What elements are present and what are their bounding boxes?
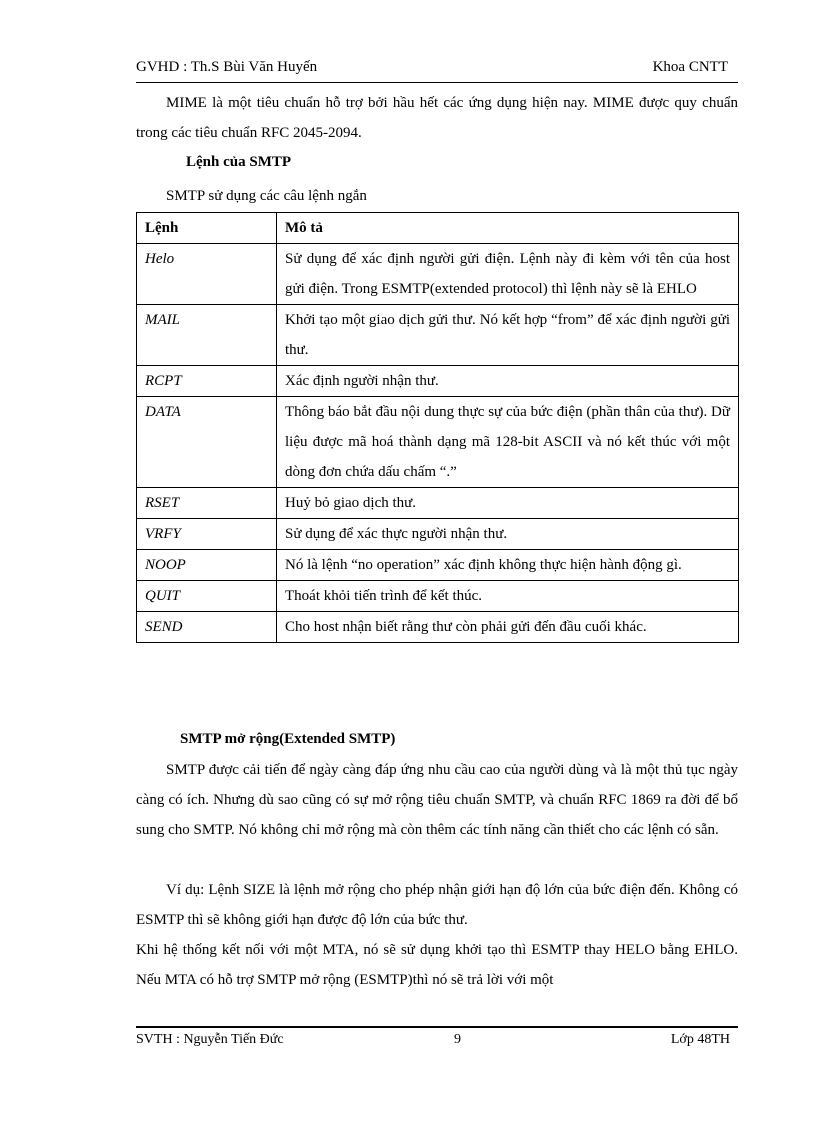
table-row <box>137 612 739 643</box>
table-header-row <box>137 213 739 244</box>
esmtp-paragraph-2: Ví dụ: Lệnh SIZE là lệnh mở rộng cho phép nhận giới hạn độ lớn của bức điện đến. Không có ESMTP thì sẽ không giới hạn được độ lớn của bức thư. <box>136 882 738 928</box>
description-cell: Sử dụng để xác định người gửi điện. Lệnh này đi kèm với tên của host gửi điện. Trong ESMTP(extended protocol) thì lệnh này sẽ là EHLO <box>277 244 739 305</box>
footer-page-number: 9 <box>454 1032 461 1047</box>
footer-class: Lớp 48TH <box>670 1032 730 1047</box>
column-header-command: Lệnh <box>137 213 277 244</box>
esmtp-paragraph-3: Khi hệ thống kết nối với một MTA, nó sẽ sử dụng khởi tạo thì ESMTP thay HELO bằng EHLO. Nếu MTA có hỗ trợ SMTP mở rộng (ESMTP)thì nó sẽ trả lời với một <box>136 942 738 988</box>
section-title-extended-smtp: SMTP mở rộng(Extended SMTP) <box>180 731 396 747</box>
table-row <box>137 244 739 305</box>
description-cell: Cho host nhận biết rằng thư còn phải gửi đến đầu cuối khác. <box>277 612 739 643</box>
description-cell: Huỷ bỏ giao dịch thư. <box>277 488 739 519</box>
description-cell: Sử dụng để xác thực người nhận thư. <box>277 519 739 550</box>
table-row <box>137 366 739 397</box>
table-row <box>137 397 739 488</box>
description-cell: Thông báo bắt đầu nội dung thực sự của bức điện (phần thân của thư). Dữ liệu được mã hoá thành dạng mã 128-bit ASCII và nó kết thúc với một dòng đơn chứa dấu chấm “.” <box>277 397 739 488</box>
esmtp-paragraph-1: SMTP được cải tiến để ngày càng đáp ứng nhu cầu cao của người dùng và là một thủ tục ngày càng có ích. Nhưng dù sao cũng có sự mở rộng tiêu chuẩn SMTP, và chuẩn RFC 1869 ra đời để bổ sung cho SMTP. Nó không chỉ mở rộng mà còn thêm các tính năng cần thiết cho các lệnh có sẵn. <box>136 762 738 838</box>
description-cell: Thoát khỏi tiến trình để kết thúc. <box>277 581 739 612</box>
table-row <box>137 550 739 581</box>
page-header <box>136 56 738 83</box>
command-cell: RCPT <box>137 366 277 397</box>
intro-paragraph: MIME là một tiêu chuẩn hỗ trợ bởi hầu hết các ứng dụng hiện nay. MIME được quy chuẩn trong các tiêu chuẩn RFC 2045-2094. <box>136 95 738 141</box>
command-cell: Helo <box>137 244 277 305</box>
smtp-commands-table <box>136 212 739 643</box>
section-title-smtp-commands: Lệnh của SMTP <box>186 154 292 170</box>
command-cell: QUIT <box>137 581 277 612</box>
table-row <box>137 581 739 612</box>
description-cell: Xác định người nhận thư. <box>277 366 739 397</box>
command-cell: VRFY <box>137 519 277 550</box>
footer-student: SVTH : Nguyễn Tiến Đức <box>136 1032 284 1047</box>
command-cell: SEND <box>137 612 277 643</box>
command-cell: NOOP <box>137 550 277 581</box>
command-cell: DATA <box>137 397 277 488</box>
section-lead: SMTP sử dụng các câu lệnh ngắn <box>166 188 367 204</box>
table-row <box>137 305 739 366</box>
table-row <box>137 488 739 519</box>
table-row <box>137 519 739 550</box>
header-faculty: Khoa CNTT <box>652 59 728 75</box>
column-header-description: Mô tả <box>277 213 739 244</box>
page-footer <box>136 1026 738 1056</box>
description-cell: Khởi tạo một giao dịch gửi thư. Nó kết hợp “from” để xác định người gửi thư. <box>277 305 739 366</box>
command-cell: RSET <box>137 488 277 519</box>
header-advisor: GVHD : Th.S Bùi Văn Huyến <box>136 59 318 75</box>
description-cell: Nó là lệnh “no operation” xác định không thực hiện hành động gì. <box>277 550 739 581</box>
command-cell: MAIL <box>137 305 277 366</box>
